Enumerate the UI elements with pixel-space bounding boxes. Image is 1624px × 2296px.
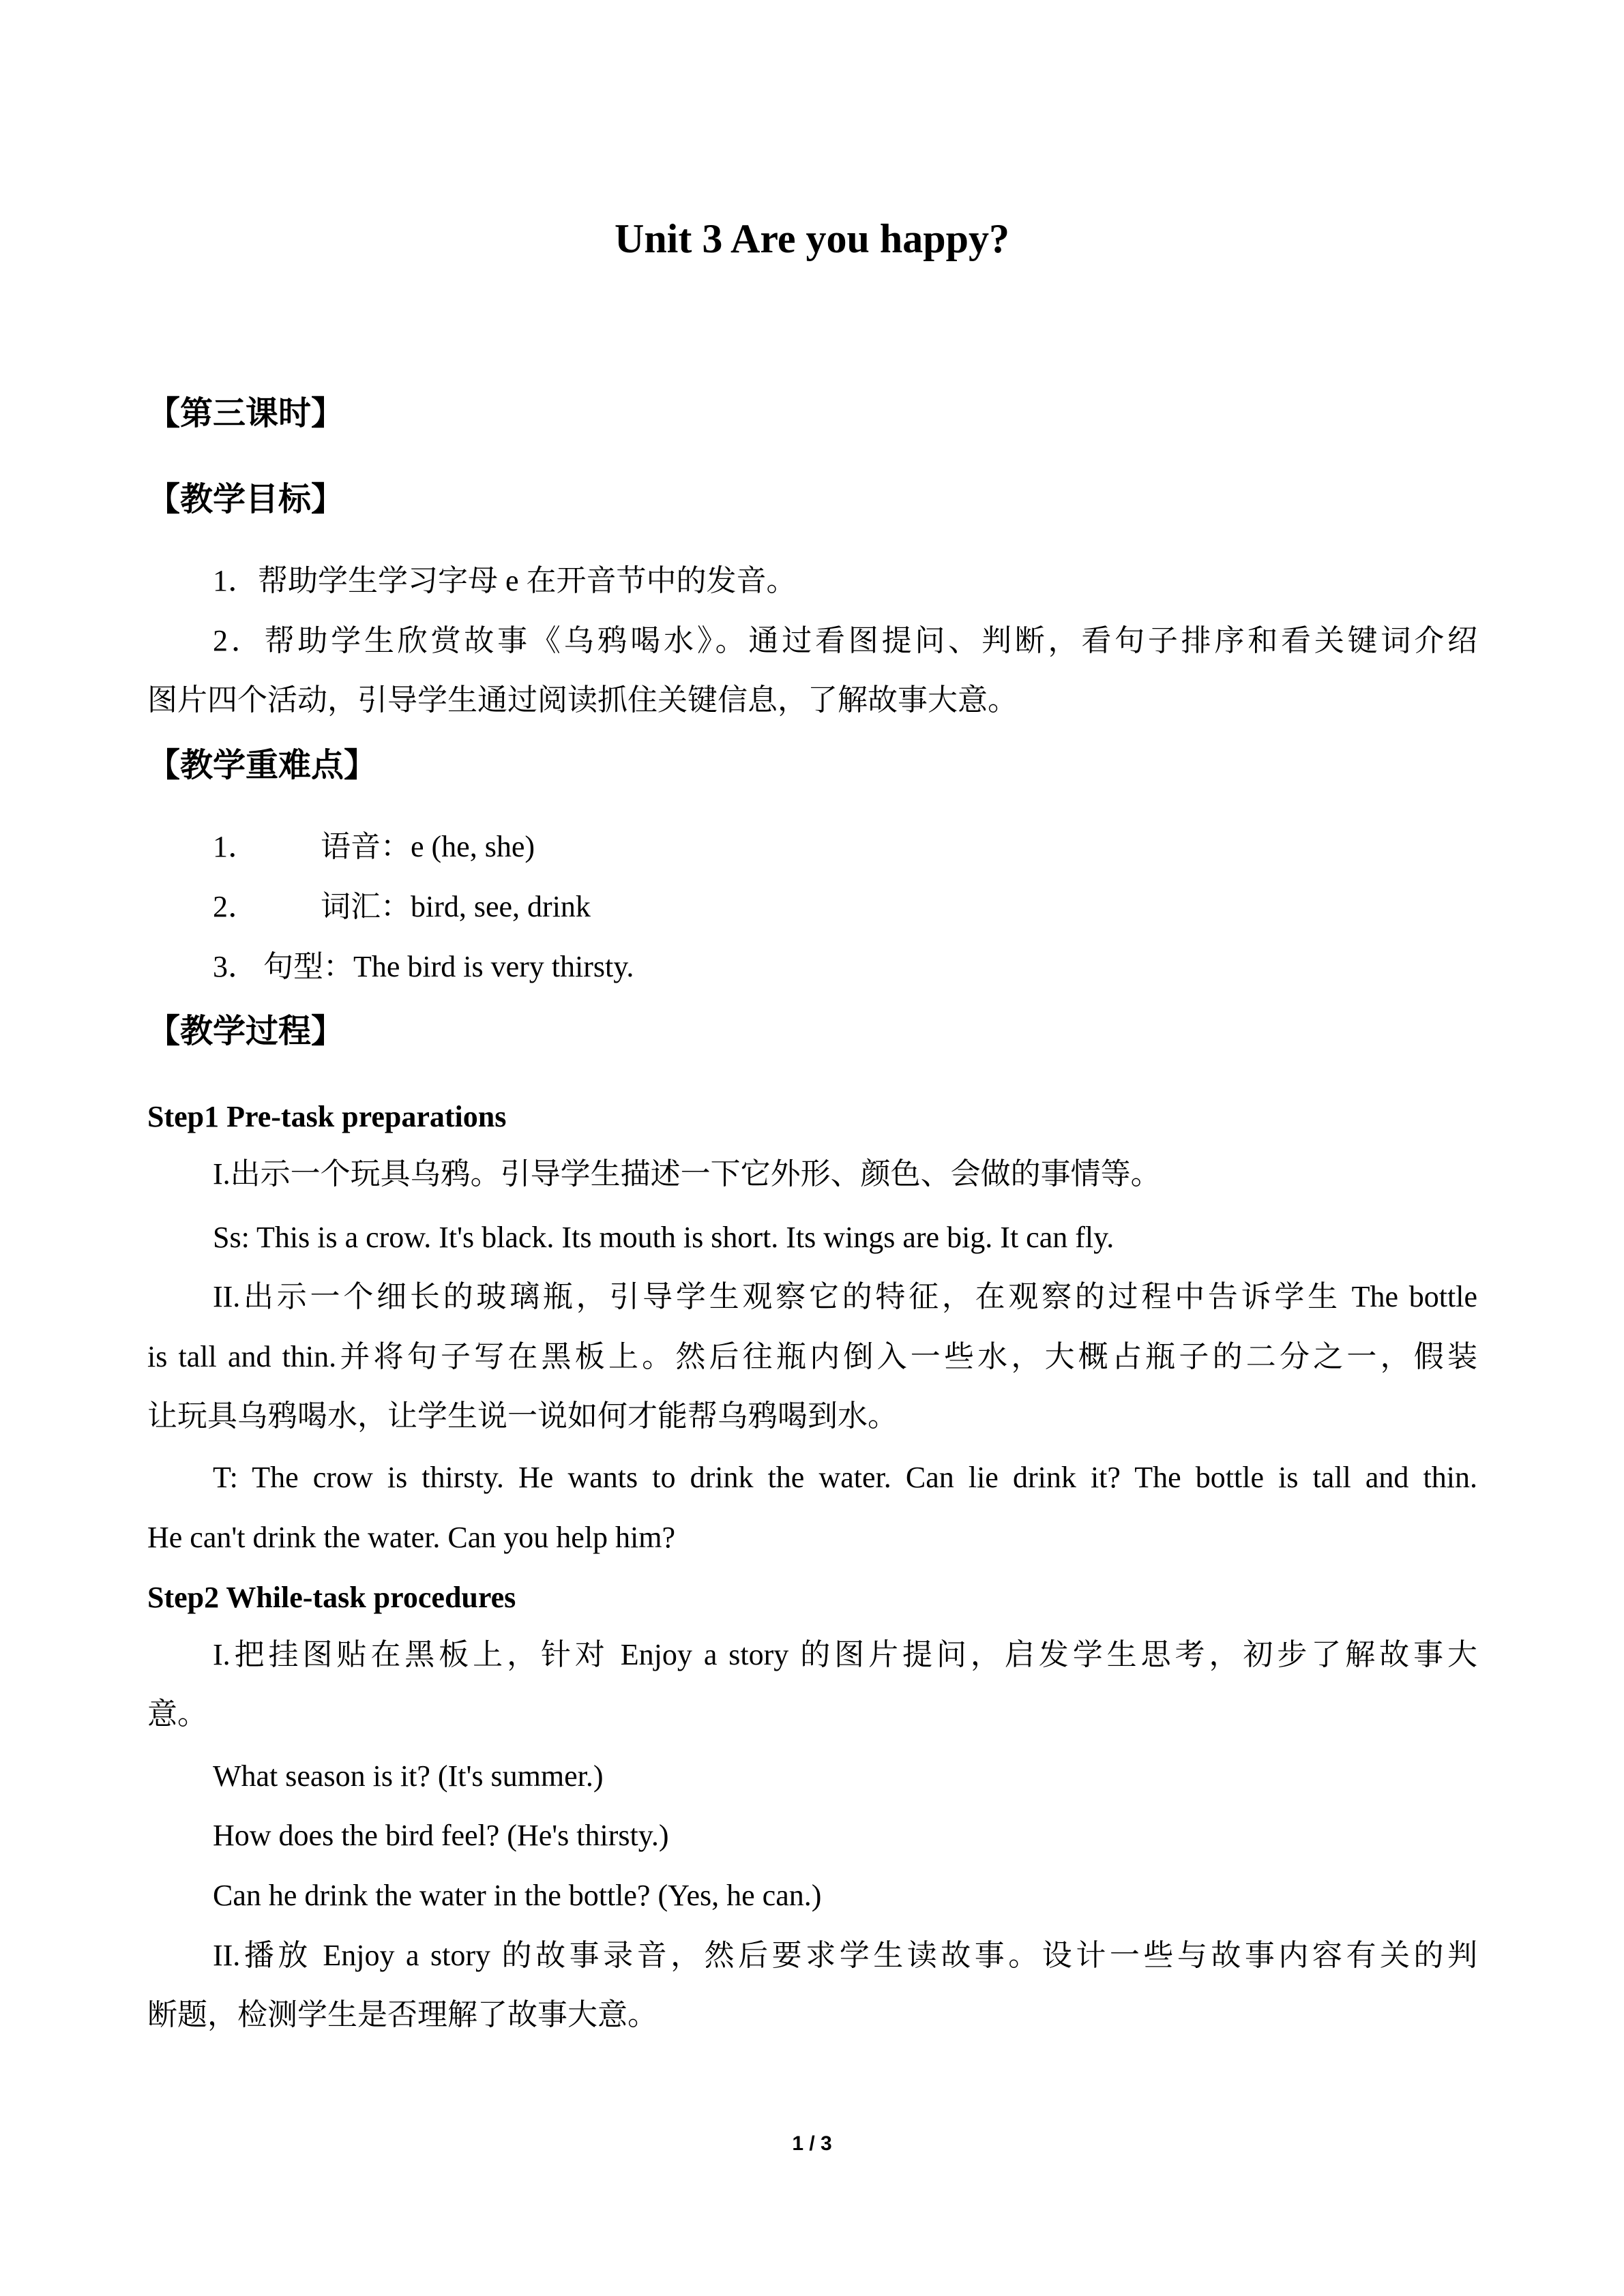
step1-line-3: II.出示一个细长的玻璃瓶，引导学生观察它的特征，在观察的过程中告诉学生 The bottle bbox=[213, 1280, 1477, 1313]
step2-line-7: 断题，检测学生是否理解了故事大意。 bbox=[147, 1998, 658, 2031]
key-point-text-2: 词汇：bird, see, drink bbox=[321, 890, 591, 923]
step1-line-4: is tall and thin.并将句子写在黑板上。然后往瓶内倒入一些水，大概占瓶子的二分之一，假装 bbox=[147, 1340, 1477, 1373]
document-title: Unit 3 Are you happy? bbox=[614, 216, 1010, 261]
step2-line-4: How does the bird feel? (He's thirsty.) bbox=[213, 1819, 669, 1852]
step2-line-2: 意。 bbox=[147, 1697, 207, 1731]
goal-item-2-continued: 图片四个活动，引导学生通过阅读抓住关键信息，了解故事大意。 bbox=[147, 683, 1018, 717]
section-heading-key-points: 【教学重难点】 bbox=[147, 746, 377, 784]
step1-line-1: I.出示一个玩具乌鸦。引导学生描述一下它外形、颜色、会做的事情等。 bbox=[213, 1157, 1161, 1191]
step2-line-1: I.把挂图贴在黑板上，针对 Enjoy a story 的图片提问，启发学生思考，初步了解故事大 bbox=[213, 1638, 1477, 1671]
section-heading-period: 【第三课时】 bbox=[147, 394, 344, 432]
key-point-number-2: 2． bbox=[213, 890, 258, 923]
step2-line-5: Can he drink the water in the bottle? (Yes, he can.) bbox=[213, 1879, 822, 1912]
section-heading-process: 【教学过程】 bbox=[147, 1012, 344, 1050]
step2-line-3: What season is it? (It's summer.) bbox=[213, 1759, 604, 1793]
step2-heading: Step2 While-task procedures bbox=[147, 1581, 516, 1614]
key-point-text-3: 句型：The bird is very thirsty. bbox=[263, 950, 634, 983]
step1-line-6: T: The crow is thirsty. He wants to drink the water. Can lie drink it? The bottle is tall and thin. bbox=[213, 1461, 1477, 1494]
section-heading-goals: 【教学目标】 bbox=[147, 480, 344, 518]
step1-line-5: 让玩具乌鸦喝水，让学生说一说如何才能帮乌鸦喝到水。 bbox=[147, 1399, 898, 1433]
step1-line-2: Ss: This is a crow. It's black. Its mouth is short. Its wings are big. It can fly. bbox=[213, 1221, 1114, 1254]
goal-item-2: 2．帮助学生欣赏故事《乌鸦喝水》。通过看图提问、判断，看句子排序和看关键词介绍 bbox=[213, 624, 1477, 657]
step2-line-6: II.播放 Enjoy a story 的故事录音，然后要求学生读故事。设计一些与故事内容有关的判 bbox=[213, 1939, 1477, 1972]
goal-item-1: 1．帮助学生学习字母 e 在开音节中的发音。 bbox=[213, 564, 797, 597]
key-point-text-1: 语音：e (he, she) bbox=[321, 830, 535, 863]
key-point-number-1: 1． bbox=[213, 830, 258, 863]
page-number: 1 / 3 bbox=[792, 2132, 832, 2155]
key-point-number-3: 3． bbox=[213, 950, 258, 983]
step1-line-7: He can't drink the water. Can you help him? bbox=[147, 1521, 676, 1554]
step1-heading: Step1 Pre-task preparations bbox=[147, 1100, 507, 1133]
